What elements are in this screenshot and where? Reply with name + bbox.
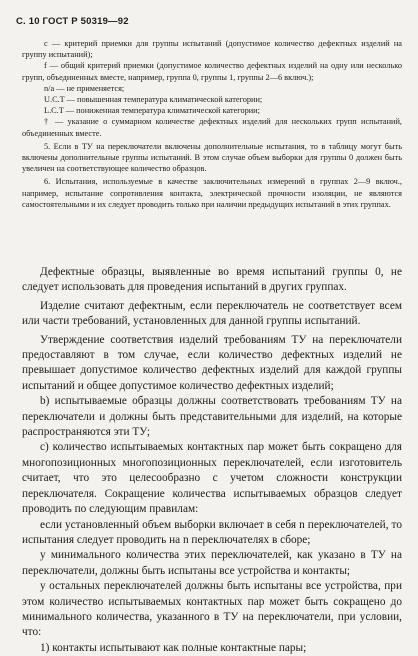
paragraph: Дефектные образцы, выявленные во время испытаний группы 0, не следует использовать для проведения испытаний в других группах. [22,266,402,294]
note-c: c — критерий приемки для группы испытаний (допустимое количество дефектных изделий на группу испытаний); [22,39,402,60]
note-uct: U.C.T — повышенная температура климатической категории; [44,95,263,105]
paragraph: Изделие считают дефектным, если переключатель не соответствует всем или части требований, установленных для данной группы испытаний. [22,299,402,328]
paragraph: b) испытываемые образцы должны соответствовать требованиям ТУ на переключатели и должны быть представительными для изделий, на которые распространяются эти ТУ; [22,395,402,439]
note-6: 6. Испытания, используемые в качестве заключительных измерений в группах 2—9 включ., например, испытание сопротивления контакта, электрической прочности изоляции, не являются самостоятельными и их следует проводить только при наличии предыдущих испытаний в этих группах. [22,177,402,209]
paragraph: у остальных переключателей должны быть испытаны все устройства, при этом количество испытываемых контактных пар может быть сокращено до минимального количества, указанного в ТУ на переключатели, при условии, что: [22,580,402,639]
paragraph: у минимального количества этих переключателей, как указано в ТУ на переключатели, должны быть испытаны все устройства и контакты; [22,549,402,577]
body-text [22,265,402,656]
paragraph: если установленный объем выборки включает в себя n переключателей, то испытания следует проводить на n переключателях в сборе; [22,518,402,546]
page-header: С. 10 ГОСТ Р 50319—92 [16,16,129,27]
note-5: 5. Если в ТУ на переключатели включены дополнительные испытания, то в таблицу могут быть включены дополнительные группы испытаний. В этом случае объем выборки для группы 0 должен быть увеличен на соответствующее количество образцов. [22,141,402,174]
paragraph: Утверждение соответствия изделий требованиям ТУ на переключатели предоставляют в том случае, если количество дефектных изделий не превышает допустимое количество дефектных изделий для каждой группы испытаний и общее допустимое количество дефектных изделий; [22,333,402,392]
paragraph: c) количество испытываемых контактных пар может быть сокращено для многопозиционных многопозиционных переключателей, если изготовитель считает, что это целесообразно с учетом сложности конструкции переключателя. Сокращение количества испытываемых образцов следует проводить по следующим правилам: [22,441,402,516]
paragraph: 1) контакты испытывают как полные контактные пары; [40,641,307,654]
note-na: n/a — не применяется; [44,83,125,93]
note-lct: L.C.T — пониженная температура климатической категории; [44,106,260,116]
note-f: f — общий критерий приемки (допустимое количество дефектных изделий на одну или несколько групп, объединенных вместе, например, группа 0, группы 1, группы 2—6 включ.); [22,61,402,82]
note-dagger: † — указание о суммарном количестве дефектных изделий для нескольких групп испытаний, объединенных вместе. [22,117,402,138]
table-notes [22,38,402,210]
